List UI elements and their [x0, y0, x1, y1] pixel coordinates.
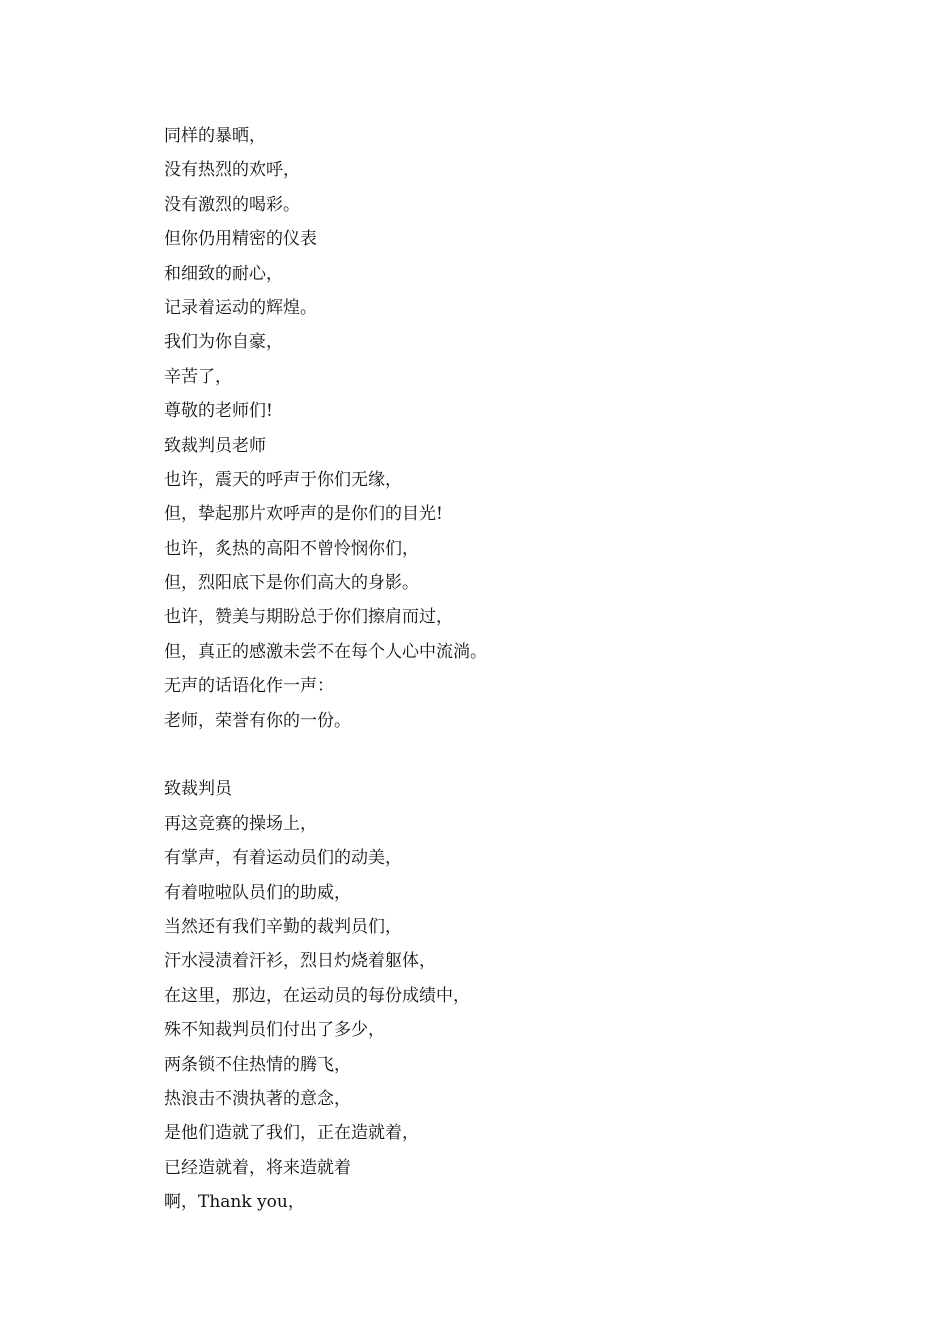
- poem-line: 在这里，那边，在运动员的每份成绩中，: [164, 985, 470, 1006]
- poem-line: 啊，Thank you，: [164, 1192, 305, 1213]
- poem-title: 致裁判员: [164, 779, 232, 800]
- poem-line: 记录着运动的辉煌。: [164, 297, 317, 318]
- poem-section-3: [164, 772, 884, 1219]
- poem-section-1: [164, 119, 884, 429]
- poem-line: 但，烈阳底下是你们高大的身影。: [164, 573, 419, 594]
- poem-line: 但，真正的感激未尝不在每个人心中流淌。: [164, 641, 487, 662]
- poem-line: 但你仍用精密的仪表: [164, 229, 317, 250]
- poem-line: 是他们造就了我们，正在造就着，: [164, 1123, 419, 1144]
- poem-line: 已经造就着，将来造就着: [164, 1157, 351, 1178]
- poem-line: 尊敬的老师们!: [164, 401, 273, 422]
- poem-line: 也许，赞美与期盼总于你们擦肩而过，: [164, 607, 453, 628]
- poem-line: 但，挚起那片欢呼声的是你们的目光!: [164, 504, 443, 525]
- poem-line: 也许，震天的呼声于你们无缘，: [164, 469, 402, 490]
- poem-text-block: [164, 119, 884, 1220]
- poem-line: 再这竞赛的操场上，: [164, 813, 317, 834]
- poem-line: 没有激烈的喝彩。: [164, 194, 300, 215]
- poem-section-2: [164, 429, 884, 739]
- poem-line: 同样的暴晒，: [164, 126, 266, 146]
- poem-line: 有着啦啦队员们的助威，: [164, 882, 351, 903]
- poem-line: 有掌声，有着运动员们的动美，: [164, 848, 402, 869]
- poem-line: 没有热烈的欢呼，: [164, 160, 300, 181]
- poem-title: 致裁判员老师: [164, 435, 266, 456]
- poem-line: 辛苦了，: [164, 366, 232, 387]
- poem-line: 热浪击不溃执著的意念，: [164, 1088, 351, 1109]
- poem-line: 汗水浸渍着汗衫，烈日灼烧着躯体，: [164, 951, 436, 972]
- poem-line: 我们为你自豪，: [164, 332, 283, 353]
- poem-line: 无声的话语化作一声：: [164, 676, 334, 697]
- poem-line: 也许，炙热的高阳不曾怜悯你们，: [164, 538, 419, 559]
- poem-line: 和细致的耐心，: [164, 263, 283, 284]
- poem-line: 当然还有我们辛勤的裁判员们，: [164, 916, 402, 937]
- poem-line: 殊不知裁判员们付出了多少，: [164, 1020, 385, 1041]
- section-spacer: [164, 738, 884, 772]
- poem-line: 两条锁不住热情的腾飞，: [164, 1054, 351, 1075]
- poem-line: 老师，荣誉有你的一份。: [164, 710, 351, 731]
